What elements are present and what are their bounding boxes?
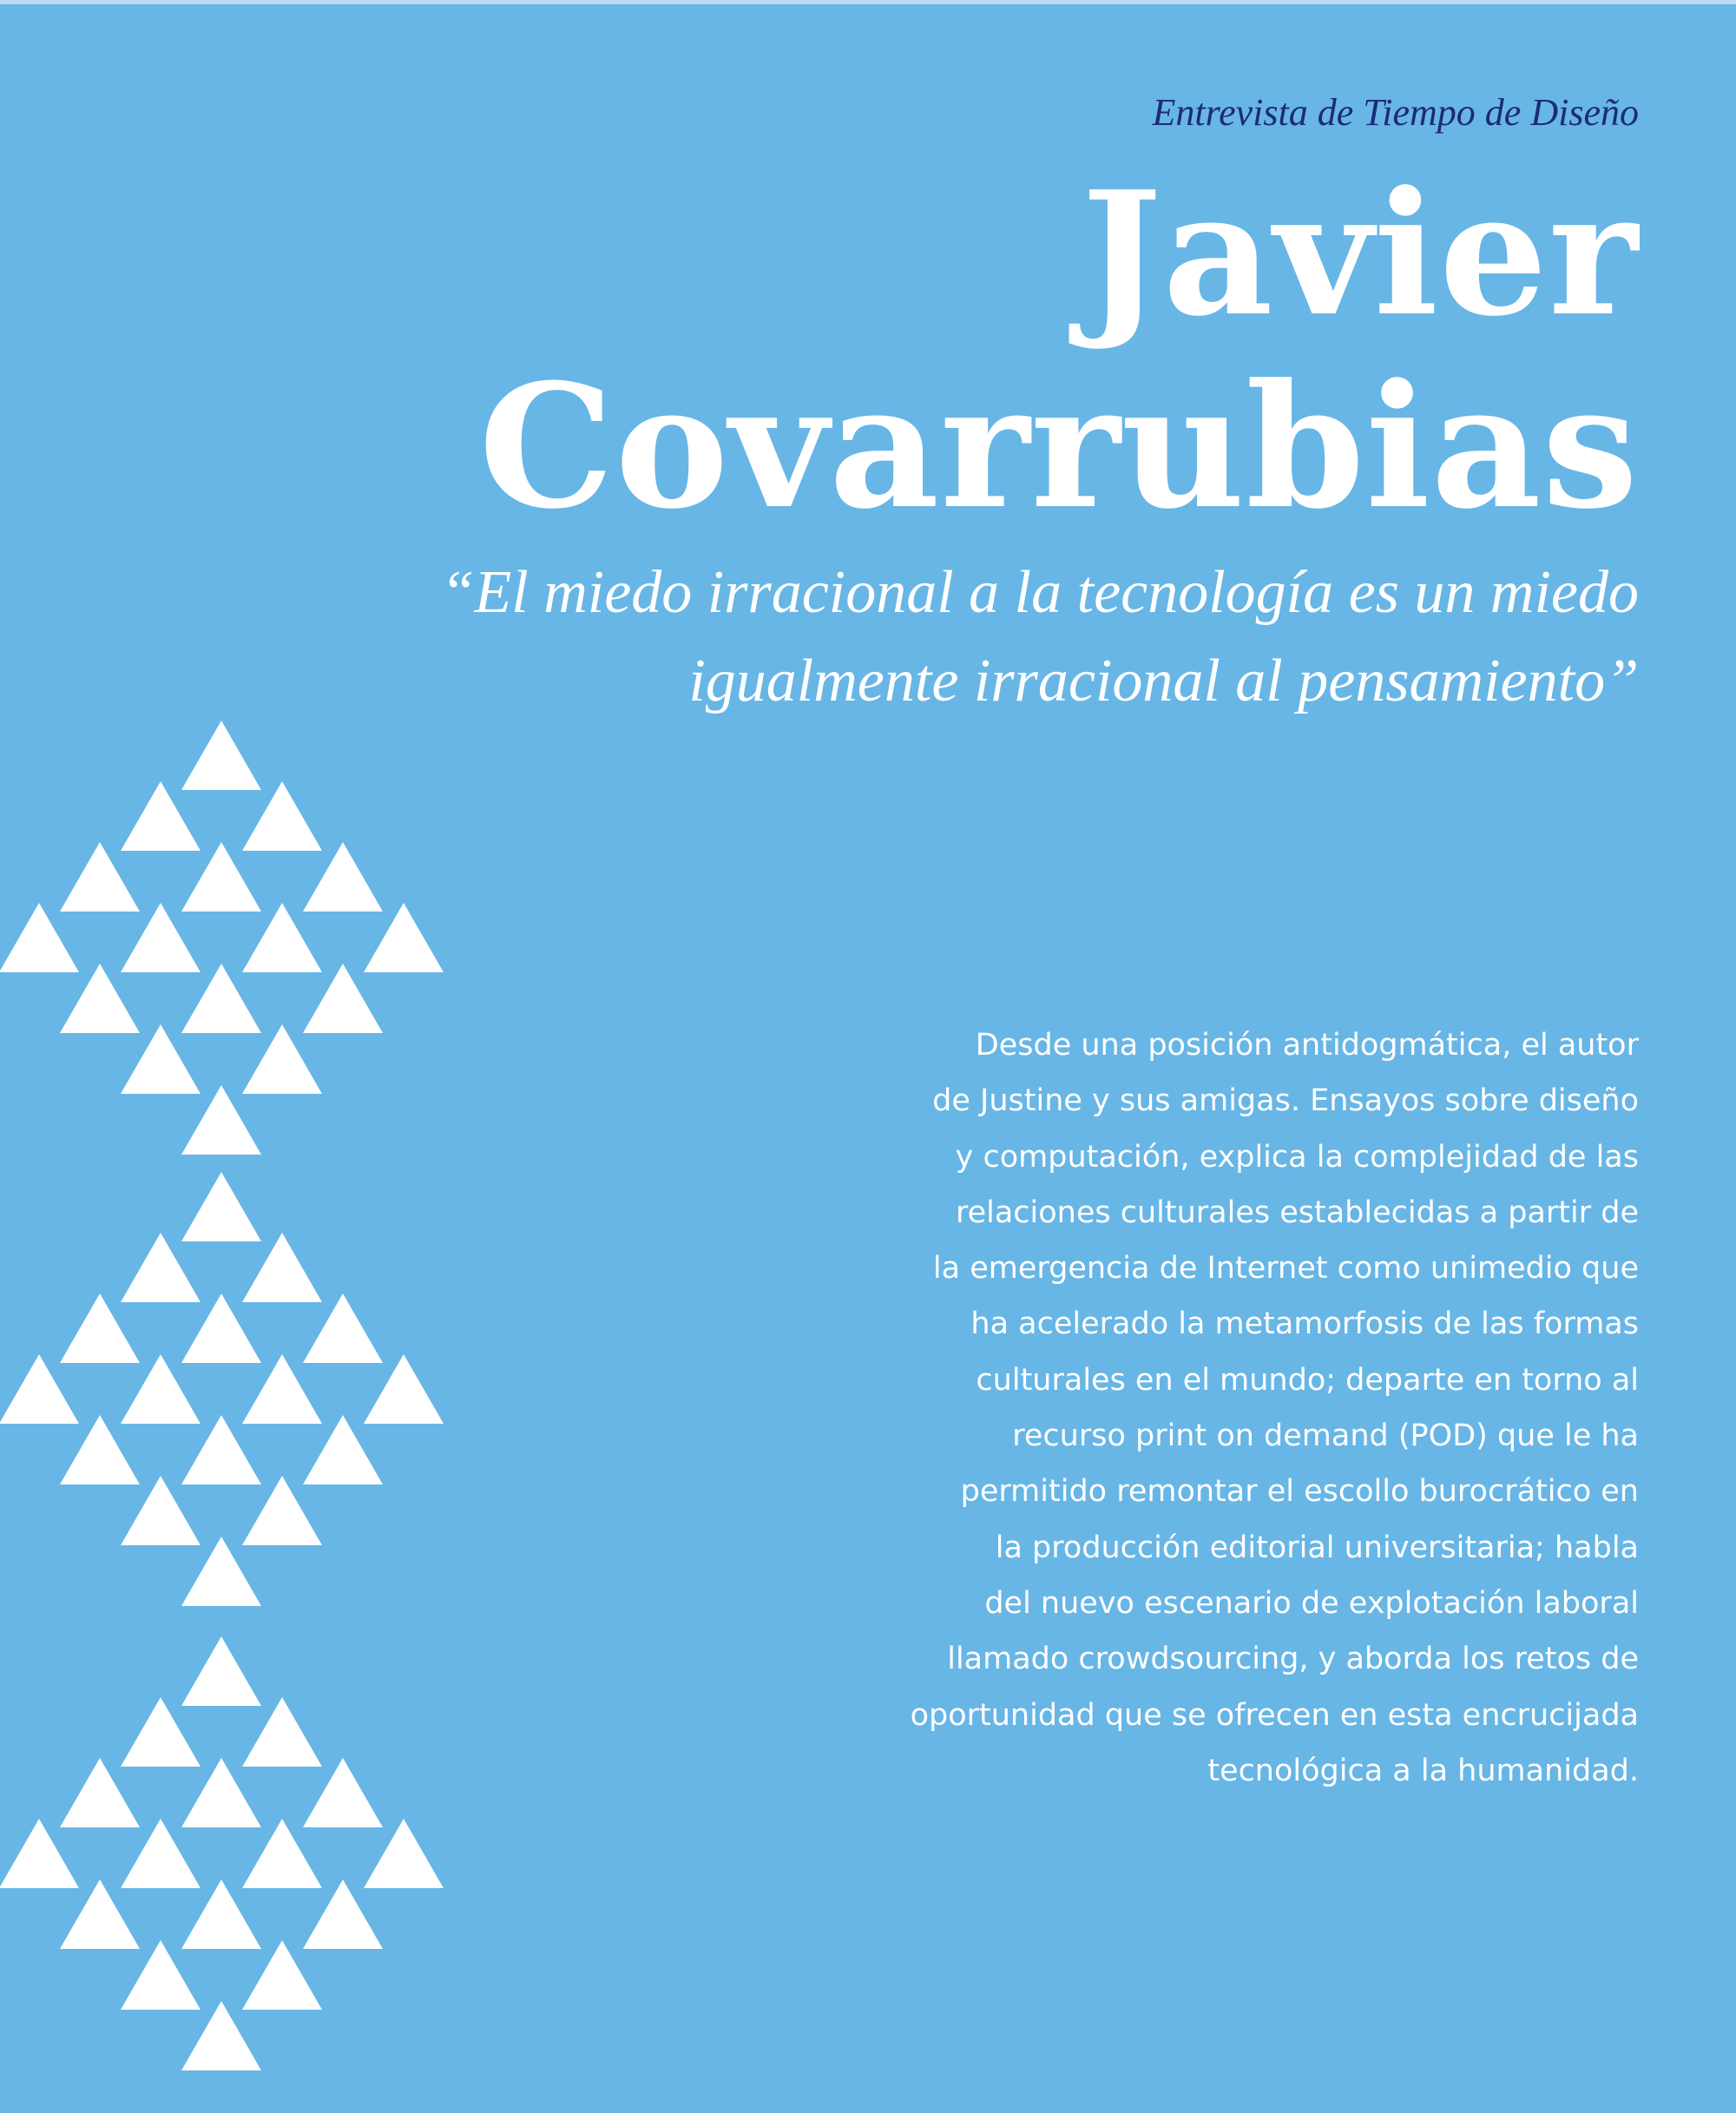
pull-quote-line-1: “El miedo irracional a la tecnología es un miedo <box>440 559 1639 626</box>
intro-line: y computación, explica la complejidad de las <box>955 1139 1639 1175</box>
triangle-shape <box>242 781 322 851</box>
article-title <box>250 155 1639 547</box>
triangle-shape <box>181 1085 261 1155</box>
triangle-shape <box>303 1415 383 1484</box>
triangle-shape <box>303 1879 383 1949</box>
intro-line: oportunidad que se ofrecen en esta encrucijada <box>910 1697 1639 1733</box>
pull-quote-line-2: igualmente irracional al pensamiento” <box>688 648 1639 714</box>
triangle-shape <box>60 842 140 912</box>
triangle-shape <box>181 1172 261 1241</box>
triangle-shape <box>121 1024 201 1094</box>
title-line-1: Javier <box>1081 155 1639 354</box>
triangle-shape <box>242 1697 322 1767</box>
triangle-shape <box>0 903 79 972</box>
title-line-2: Covarrubias <box>478 347 1639 547</box>
triangle-shape <box>60 964 140 1033</box>
triangle-shape <box>303 1293 383 1363</box>
article-intro <box>858 1017 1639 1799</box>
triangle-shape <box>242 903 322 972</box>
triangle-shape <box>121 1697 201 1767</box>
triangle-shape <box>364 903 444 972</box>
intro-line: del nuevo escenario de explotación laboral <box>984 1585 1639 1621</box>
triangle-shape <box>181 1293 261 1363</box>
triangle-shape <box>364 1819 444 1888</box>
triangle-shape <box>181 1415 261 1484</box>
triangle-shape <box>181 1537 261 1606</box>
triangle-shape <box>242 1024 322 1094</box>
intro-line: recurso print on demand (POD) que le ha <box>1012 1419 1639 1454</box>
triangle-shape <box>0 1819 79 1888</box>
triangle-shape <box>121 1354 201 1424</box>
triangle-shape <box>121 1233 201 1302</box>
pull-quote <box>250 549 1639 726</box>
triangle-shape <box>60 1415 140 1484</box>
intro-line: la emergencia de Internet como unimedio que <box>932 1251 1639 1287</box>
article-header <box>250 87 1639 726</box>
triangle-shape <box>303 1758 383 1827</box>
triangle-shape <box>181 2001 261 2070</box>
triangle-shape <box>0 1354 79 1424</box>
triangle-shape <box>181 1636 261 1706</box>
triangle-shape <box>121 1940 201 2010</box>
triangle-shape <box>242 1819 322 1888</box>
intro-line: permitido remontar el escollo burocrático en <box>960 1474 1639 1510</box>
intro-line: relaciones culturales establecidas a partir de <box>955 1195 1639 1230</box>
triangle-shape <box>181 721 261 790</box>
triangle-shape <box>121 1819 201 1888</box>
intro-line: Desde una posición antidogmática, el autor <box>975 1028 1639 1063</box>
section-kicker: Entrevista de Tiempo de Diseño <box>1152 91 1639 134</box>
intro-line: llamado crowdsourcing, y aborda los retos de <box>947 1642 1639 1677</box>
triangle-shape <box>181 1758 261 1827</box>
triangle-shape <box>121 903 201 972</box>
intro-line: tecnológica a la humanidad. <box>1207 1753 1639 1788</box>
triangle-shape <box>181 964 261 1033</box>
triangle-shape <box>242 1476 322 1545</box>
triangle-shape <box>181 842 261 912</box>
triangle-shape <box>60 1879 140 1949</box>
triangle-shape <box>303 964 383 1033</box>
triangle-shape <box>303 842 383 912</box>
triangle-shape <box>60 1758 140 1827</box>
intro-line: de Justine y sus amigas. Ensayos sobre diseño <box>932 1083 1639 1119</box>
triangle-shape <box>364 1354 444 1424</box>
triangle-shape <box>60 1293 140 1363</box>
intro-line: ha acelerado la metamorfosis de las formas <box>970 1307 1639 1342</box>
intro-line: culturales en el mundo; departe en torno al <box>976 1362 1639 1398</box>
triangle-shape <box>181 1879 261 1949</box>
intro-line: la producción editorial universitaria; habla <box>995 1530 1639 1565</box>
triangle-shape <box>242 1233 322 1302</box>
triangle-shape <box>242 1354 322 1424</box>
triangle-shape <box>121 781 201 851</box>
triangle-shape <box>121 1476 201 1545</box>
triangle-shape <box>242 1940 322 2010</box>
